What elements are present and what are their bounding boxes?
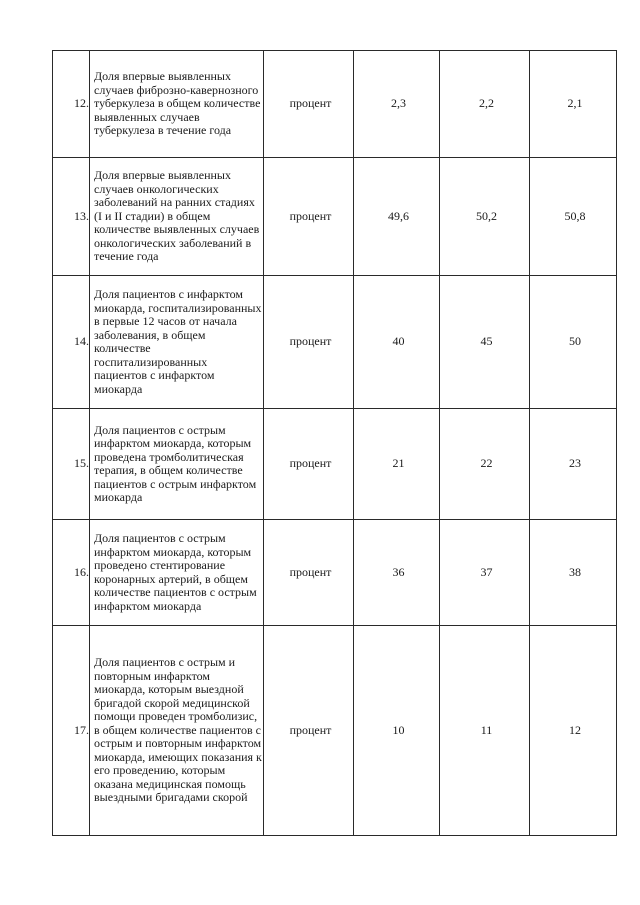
row-number: 12. xyxy=(53,51,90,158)
value-cell: 23 xyxy=(530,409,617,520)
value-cell: 50 xyxy=(530,276,617,409)
value-cell: 45 xyxy=(440,276,530,409)
indicators-table xyxy=(52,50,617,836)
row-number: 14. xyxy=(53,276,90,409)
value-cell: 2,3 xyxy=(354,51,440,158)
indicator-name: Доля пациентов с инфарктом миокарда, госпитализированных в первые 12 часов от начала заболевания, в общем количестве госпитализированных пациентов с инфарктом миокарда xyxy=(90,276,264,409)
value-cell: 11 xyxy=(440,626,530,836)
value-cell: 21 xyxy=(354,409,440,520)
table-row xyxy=(53,626,617,836)
value-cell: 49,6 xyxy=(354,158,440,276)
indicator-name: Доля пациентов с острым инфарктом миокарда, которым проведена тромболитическая терапия, в общем количестве пациентов с острым инфарктом миокарда xyxy=(90,409,264,520)
unit-cell: процент xyxy=(264,520,354,626)
row-number: 17. xyxy=(53,626,90,836)
table-row xyxy=(53,276,617,409)
table-row xyxy=(53,409,617,520)
value-cell: 2,1 xyxy=(530,51,617,158)
value-cell: 10 xyxy=(354,626,440,836)
table-row xyxy=(53,158,617,276)
value-cell: 36 xyxy=(354,520,440,626)
unit-cell: процент xyxy=(264,409,354,520)
row-number: 16. xyxy=(53,520,90,626)
unit-cell: процент xyxy=(264,626,354,836)
value-cell: 22 xyxy=(440,409,530,520)
value-cell: 37 xyxy=(440,520,530,626)
indicator-name: Доля пациентов с острым и повторным инфарктом миокарда, которым выездной бригадой скорой медицинской помощи проведен тромболизис, в общем количестве пациентов с острым и повторным инфарктом миокарда, имеющих показания к его проведению, которым оказана медицинская помощь выездными бригадами скорой xyxy=(90,626,264,836)
row-number: 15. xyxy=(53,409,90,520)
unit-cell: процент xyxy=(264,51,354,158)
indicator-name: Доля пациентов с острым инфарктом миокарда, которым проведено стентирование коронарных артерий, в общем количестве пациентов с острым инфарктом миокарда xyxy=(90,520,264,626)
table-row xyxy=(53,51,617,158)
table-row xyxy=(53,520,617,626)
value-cell: 40 xyxy=(354,276,440,409)
value-cell: 50,2 xyxy=(440,158,530,276)
value-cell: 38 xyxy=(530,520,617,626)
unit-cell: процент xyxy=(264,158,354,276)
value-cell: 2,2 xyxy=(440,51,530,158)
value-cell: 12 xyxy=(530,626,617,836)
row-number: 13. xyxy=(53,158,90,276)
unit-cell: процент xyxy=(264,276,354,409)
indicator-name: Доля впервые выявленных случаев онкологических заболеваний на ранних стадиях (I и II стадии) в общем количестве выявленных случаев онкологических заболеваний в течение года xyxy=(90,158,264,276)
indicator-name: Доля впервые выявленных случаев фиброзно-кавернозного туберкулеза в общем количестве выявленных случаев туберкулеза в течение года xyxy=(90,51,264,158)
value-cell: 50,8 xyxy=(530,158,617,276)
